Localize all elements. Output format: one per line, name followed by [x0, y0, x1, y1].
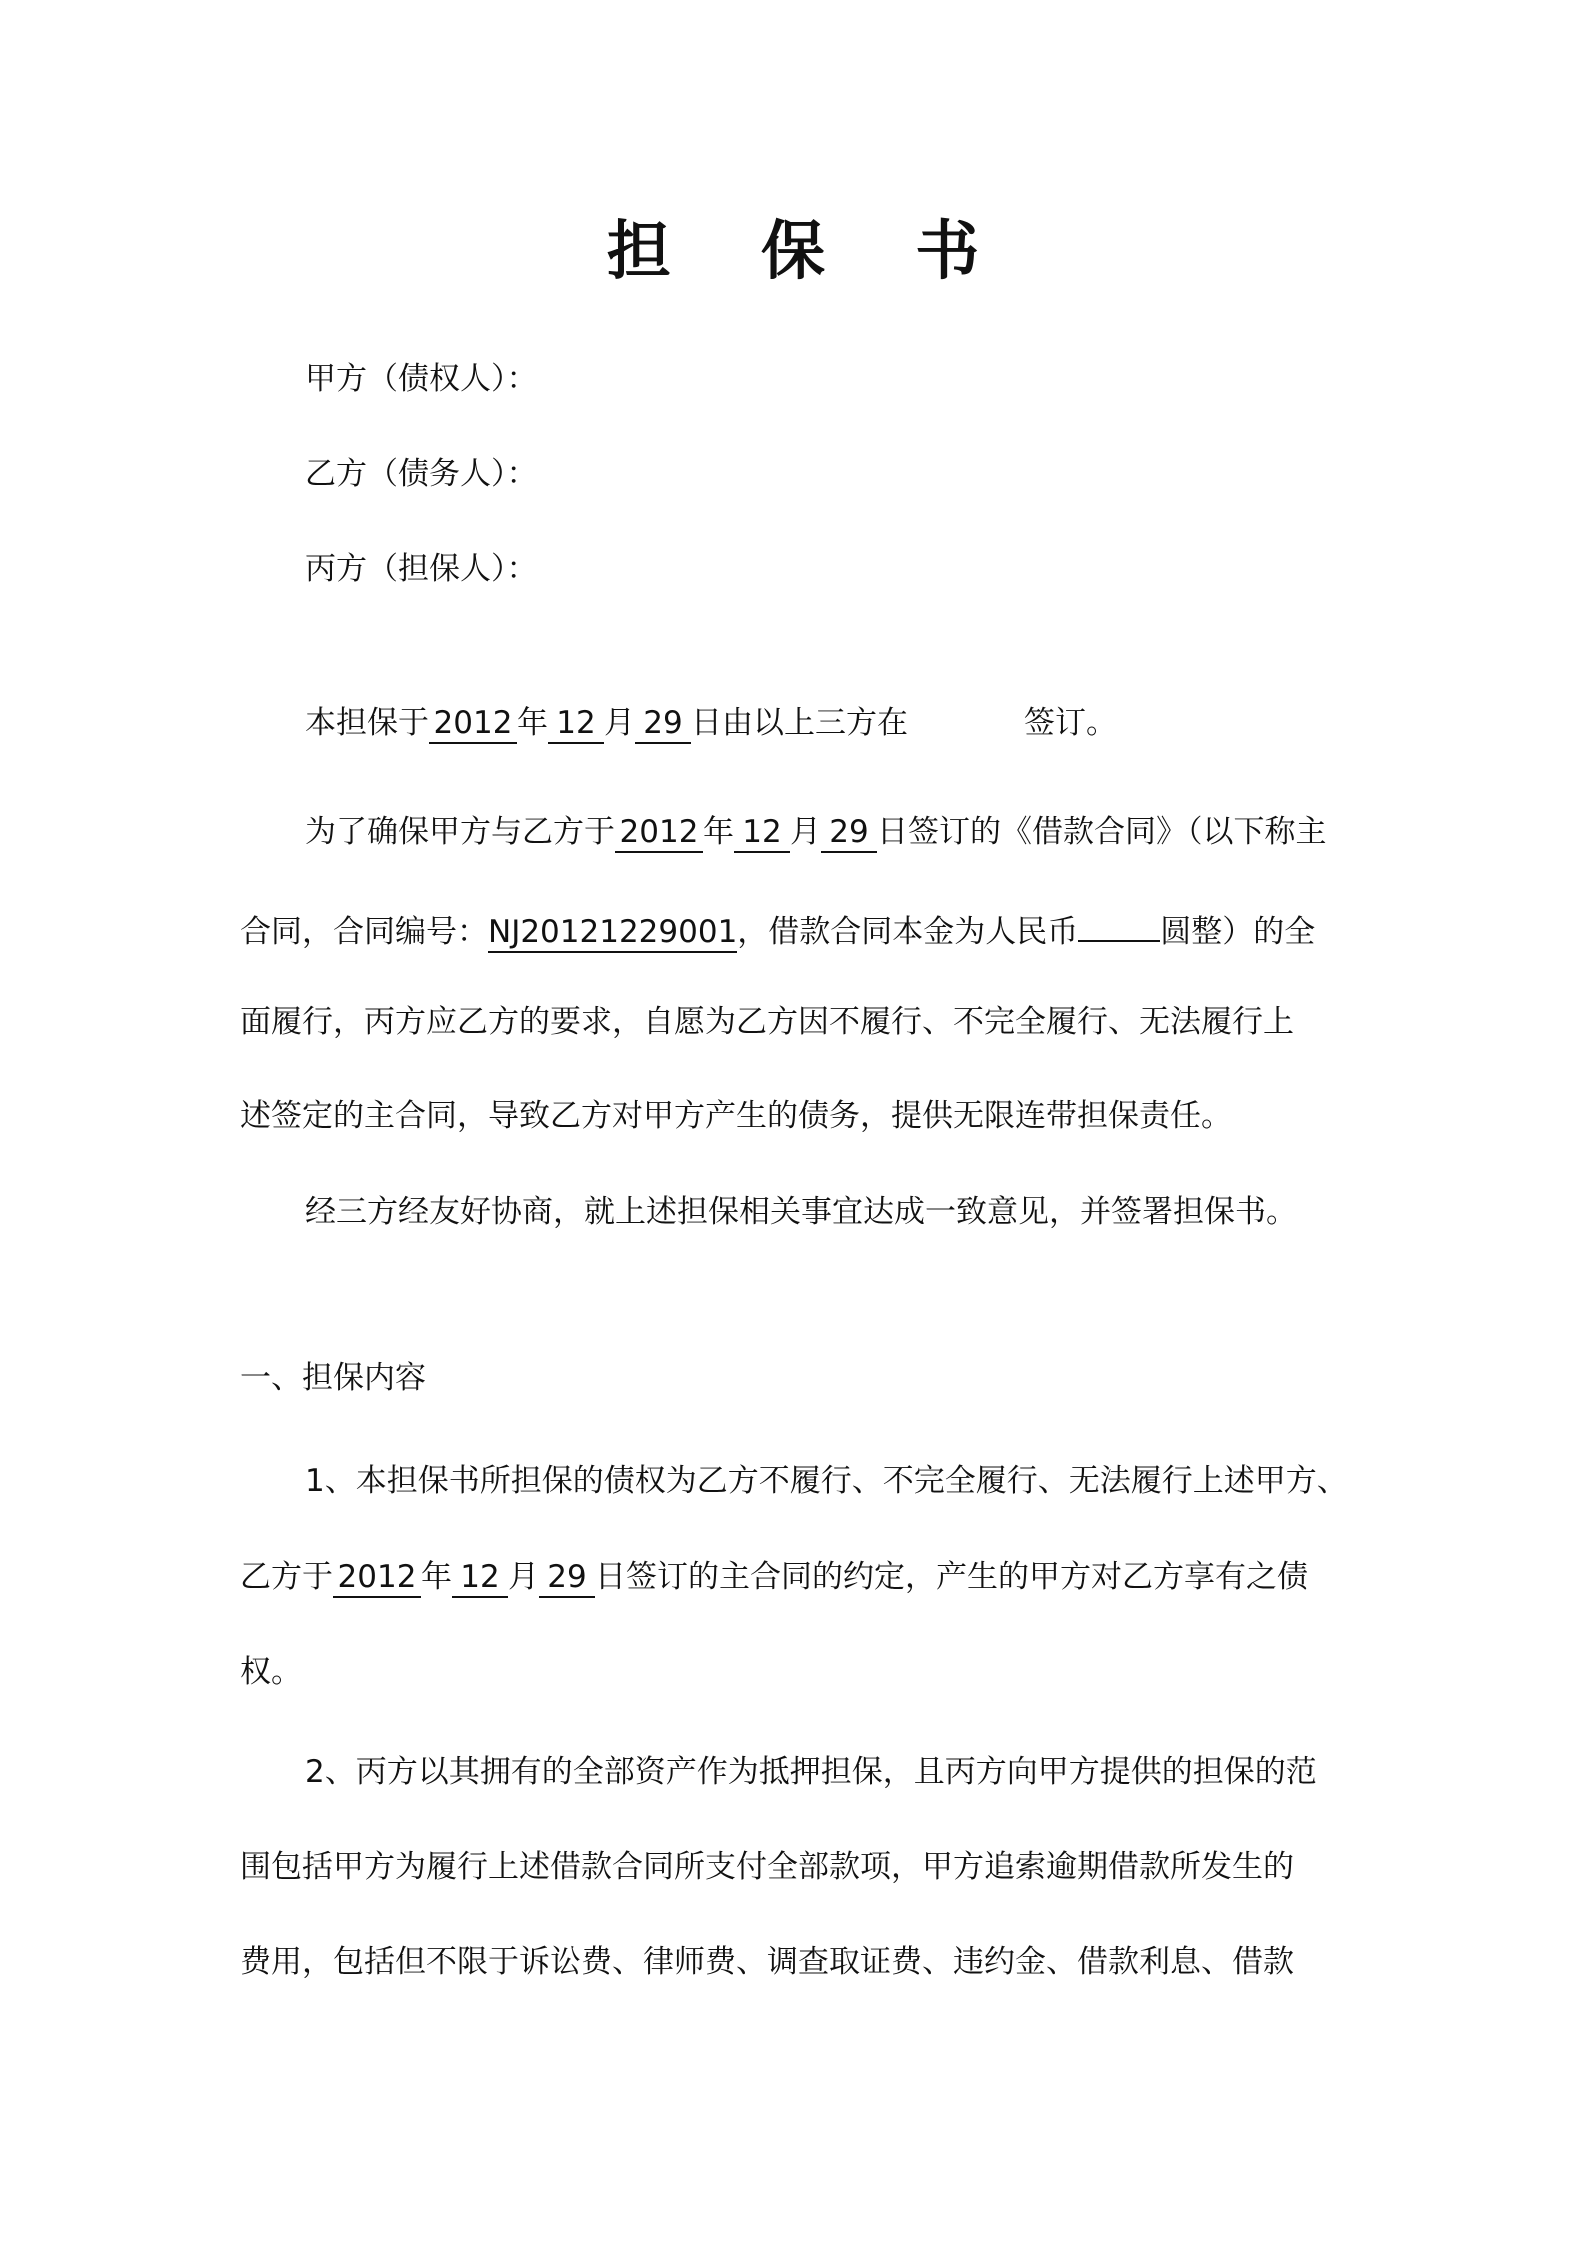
month-suffix: 月 [790, 814, 821, 850]
signing-suffix: 签订。 [1024, 705, 1117, 741]
item-1-line-2 [240, 1555, 1360, 1599]
item-1-line-3: 权。 [240, 1654, 302, 1690]
contract-year: 2012 [615, 813, 703, 853]
contract-month: 12 [734, 813, 790, 853]
item-1-year: 2012 [333, 1558, 421, 1598]
signing-month: 12 [548, 704, 604, 744]
day-suffix: 日 [595, 1559, 626, 1595]
amount-blank [1078, 906, 1160, 942]
signing-day: 29 [635, 704, 691, 744]
purpose-text: 签订的《借款合同》（以下称主 [908, 814, 1327, 850]
item-1-month: 12 [452, 1558, 508, 1598]
party-c-line: 丙方（担保人）： [305, 551, 538, 587]
party-a-line: 甲方（债权人）： [305, 361, 538, 397]
item-1-text: 签订的主合同的约定，产生的甲方对乙方享有之债 [626, 1559, 1308, 1595]
section-heading: 一、担保内容 [240, 1360, 426, 1396]
signing-middle: 由以上三方在 [722, 705, 908, 741]
month-suffix: 月 [604, 705, 635, 741]
purpose-line-1 [305, 810, 1425, 854]
item-2-line-3: 费用，包括但不限于诉讼费、律师费、调查取证费、违约金、借款利息、借款 [240, 1944, 1294, 1980]
day-suffix: 日 [691, 705, 722, 741]
agreement-statement: 经三方经友好协商，就上述担保相关事宜达成一致意见，并签署担保书。 [305, 1194, 1297, 1230]
month-suffix: 月 [508, 1559, 539, 1595]
contract-no-label: 合同，合同编号： [240, 914, 488, 950]
day-suffix: 日 [877, 814, 908, 850]
purpose-line-2 [240, 906, 1360, 954]
party-b-line: 乙方（债务人）： [305, 456, 538, 492]
item-1-text: 乙方于 [240, 1559, 333, 1595]
year-suffix: 年 [517, 705, 548, 741]
signing-statement [305, 701, 1425, 745]
item-2-line-2: 围包括甲方为履行上述借款合同所支付全部款项，甲方追索逾期借款所发生的 [240, 1849, 1294, 1885]
item-1-line-1: 1、本担保书所担保的债权为乙方不履行、不完全履行、无法履行上述甲方、 [305, 1463, 1348, 1499]
item-1-day: 29 [539, 1558, 595, 1598]
purpose-line-4: 述签定的主合同，导致乙方对甲方产生的债务，提供无限连带担保责任。 [240, 1098, 1232, 1134]
contract-day: 29 [821, 813, 877, 853]
year-suffix: 年 [703, 814, 734, 850]
contract-number: NJ20121229001 [488, 913, 737, 953]
signing-year: 2012 [429, 704, 517, 744]
purpose-text: 为了确保甲方与乙方于 [305, 814, 615, 850]
signing-prefix: 本担保于 [305, 705, 429, 741]
year-suffix: 年 [421, 1559, 452, 1595]
principal-text: ，借款合同本金为人民币 [737, 914, 1079, 950]
purpose-line-3: 面履行，丙方应乙方的要求，自愿为乙方因不履行、不完全履行、无法履行上 [240, 1004, 1294, 1040]
principal-suffix: 圆整）的全 [1160, 914, 1316, 950]
document-title: 担 保 书 [606, 215, 1014, 289]
item-2-line-1: 2、丙方以其拥有的全部资产作为抵押担保，且丙方向甲方提供的担保的范 [305, 1754, 1317, 1790]
